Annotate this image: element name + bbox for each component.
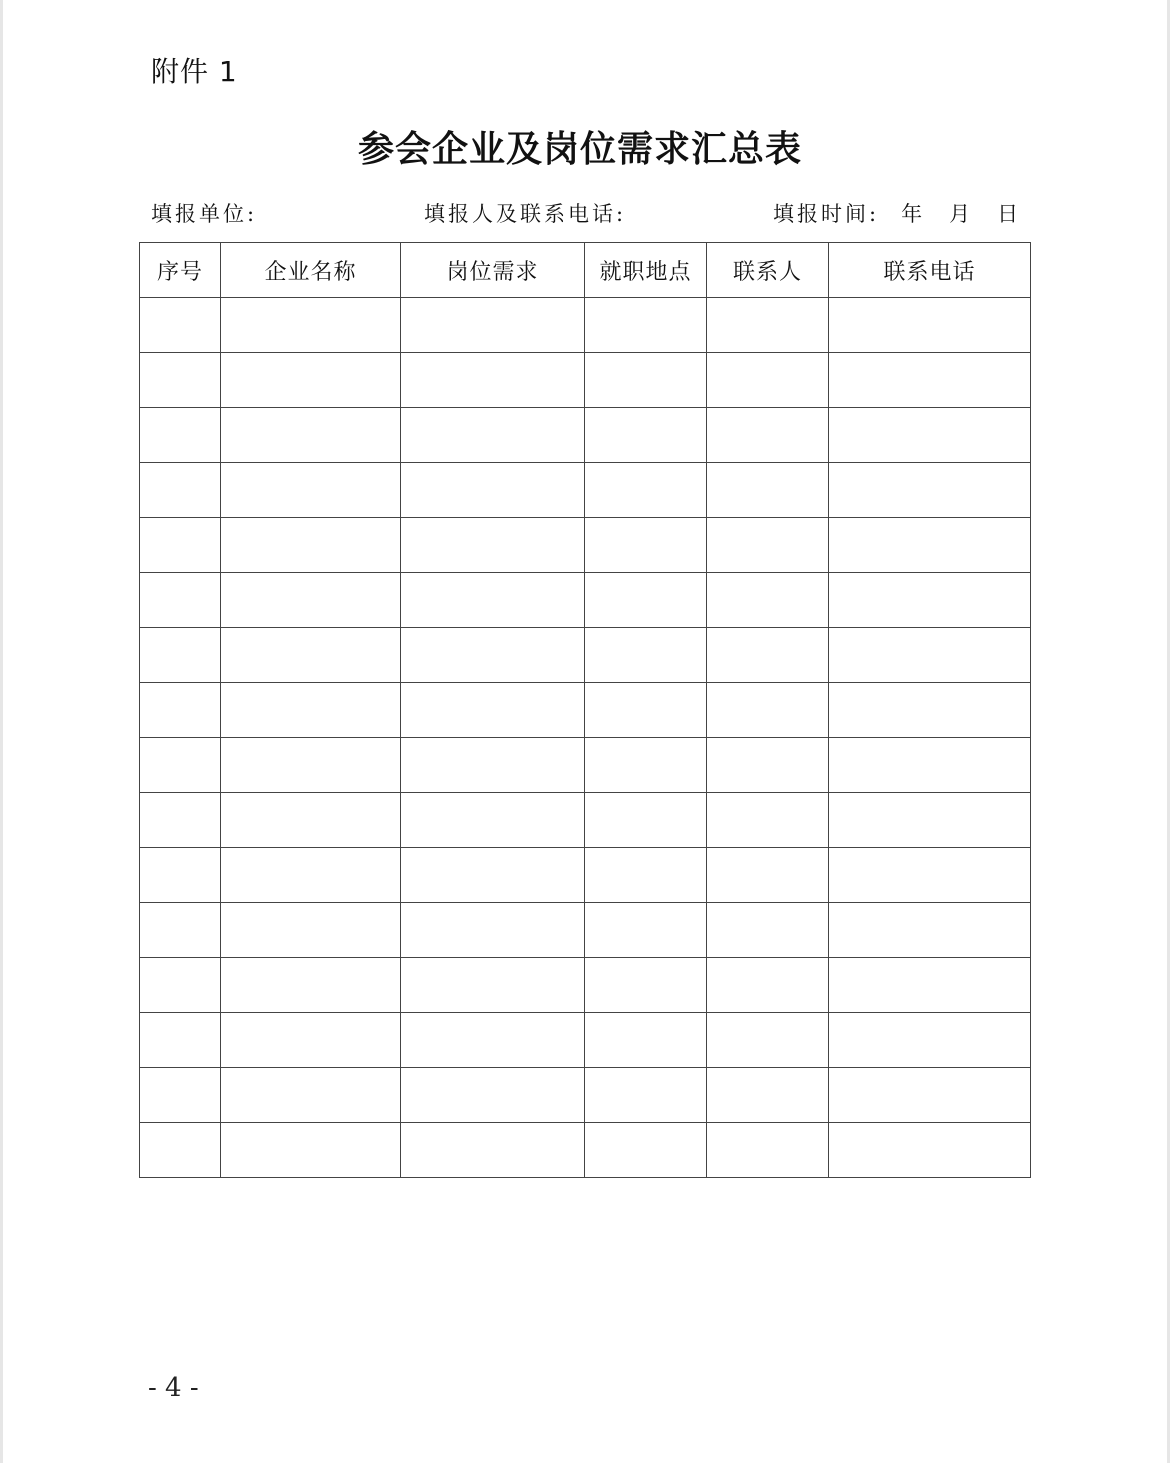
cell-serial-number [140,738,221,793]
page-edge-left [0,0,3,1463]
cell-contact-person [707,738,829,793]
cell-serial-number [140,793,221,848]
table-row [140,518,1031,573]
cell-position-demand [401,903,585,958]
cell-contact-phone [829,793,1031,848]
cell-serial-number [140,298,221,353]
table-row [140,1068,1031,1123]
cell-contact-person [707,463,829,518]
cell-contact-person [707,573,829,628]
table-row [140,848,1031,903]
cell-serial-number [140,1013,221,1068]
cell-work-location [585,298,707,353]
cell-contact-phone [829,1013,1031,1068]
cell-serial-number [140,463,221,518]
cell-serial-number [140,1123,221,1178]
cell-contact-phone [829,738,1031,793]
cell-company-name [221,518,401,573]
cell-contact-person [707,353,829,408]
cell-position-demand [401,463,585,518]
cell-serial-number [140,573,221,628]
cell-company-name [221,353,401,408]
reporting-time-field [773,199,1021,229]
cell-position-demand [401,793,585,848]
cell-serial-number [140,353,221,408]
cell-company-name [221,1013,401,1068]
table-header-row [140,243,1031,298]
summary-table [139,242,1031,1178]
table-body [140,298,1031,1178]
date-month-label: 月 [949,202,974,226]
cell-work-location [585,738,707,793]
cell-serial-number [140,628,221,683]
cell-company-name [221,628,401,683]
cell-company-name [221,1068,401,1123]
cell-contact-phone [829,463,1031,518]
table-row [140,353,1031,408]
header-company-name: 企业名称 [221,243,401,298]
cell-work-location [585,408,707,463]
cell-work-location [585,683,707,738]
cell-serial-number [140,408,221,463]
cell-work-location [585,1123,707,1178]
cell-company-name [221,848,401,903]
cell-work-location [585,463,707,518]
reporting-unit-label: 填报单位: [151,202,258,226]
cell-work-location [585,573,707,628]
header-serial-number: 序号 [140,243,221,298]
header-work-location: 就职地点 [585,243,707,298]
header-position-demand: 岗位需求 [401,243,585,298]
cell-position-demand [401,408,585,463]
cell-position-demand [401,298,585,353]
cell-contact-phone [829,958,1031,1013]
cell-company-name [221,573,401,628]
reporting-time-label: 填报时间: [773,202,880,226]
cell-contact-person [707,903,829,958]
cell-serial-number [140,903,221,958]
cell-work-location [585,793,707,848]
cell-contact-phone [829,408,1031,463]
cell-serial-number [140,683,221,738]
cell-contact-phone [829,628,1031,683]
cell-company-name [221,793,401,848]
cell-company-name [221,408,401,463]
cell-contact-phone [829,518,1031,573]
table-row [140,573,1031,628]
cell-company-name [221,958,401,1013]
cell-position-demand [401,683,585,738]
cell-contact-phone [829,1123,1031,1178]
cell-position-demand [401,573,585,628]
cell-contact-person [707,518,829,573]
cell-contact-person [707,1068,829,1123]
cell-position-demand [401,848,585,903]
cell-position-demand [401,1013,585,1068]
table-row [140,463,1031,518]
header-contact-person: 联系人 [707,243,829,298]
cell-work-location [585,903,707,958]
cell-serial-number [140,518,221,573]
table-row [140,958,1031,1013]
cell-work-location [585,1013,707,1068]
attachment-label: 附件 1 [151,55,238,88]
cell-contact-person [707,298,829,353]
cell-contact-phone [829,573,1031,628]
cell-contact-person [707,628,829,683]
table-row [140,793,1031,848]
cell-work-location [585,958,707,1013]
cell-work-location [585,353,707,408]
cell-contact-phone [829,683,1031,738]
cell-contact-person [707,958,829,1013]
cell-position-demand [401,1123,585,1178]
table-row [140,408,1031,463]
table-row [140,683,1031,738]
cell-company-name [221,1123,401,1178]
cell-contact-phone [829,298,1031,353]
cell-company-name [221,463,401,518]
table-row [140,738,1031,793]
cell-contact-person [707,683,829,738]
cell-company-name [221,683,401,738]
cell-contact-phone [829,1068,1031,1123]
cell-contact-person [707,1013,829,1068]
cell-contact-person [707,848,829,903]
table-row [140,298,1031,353]
cell-work-location [585,628,707,683]
table-row [140,1013,1031,1068]
cell-work-location [585,848,707,903]
document-title: 参会企业及岗位需求汇总表 [357,128,802,170]
cell-company-name [221,903,401,958]
cell-position-demand [401,1068,585,1123]
reporter-contact-label: 填报人及联系电话: [424,202,627,226]
table-row [140,1123,1031,1178]
cell-work-location [585,518,707,573]
cell-work-location [585,1068,707,1123]
header-contact-phone: 联系电话 [829,243,1031,298]
cell-contact-phone [829,353,1031,408]
cell-serial-number [140,958,221,1013]
date-day-label: 日 [997,202,1022,226]
cell-contact-phone [829,903,1031,958]
cell-company-name [221,738,401,793]
cell-contact-phone [829,848,1031,903]
table-row [140,628,1031,683]
cell-position-demand [401,628,585,683]
cell-position-demand [401,518,585,573]
cell-position-demand [401,738,585,793]
cell-company-name [221,298,401,353]
cell-contact-person [707,408,829,463]
page-number: - 4 - [148,1373,199,1403]
cell-position-demand [401,958,585,1013]
cell-contact-person [707,793,829,848]
cell-position-demand [401,353,585,408]
table-row [140,903,1031,958]
cell-serial-number [140,848,221,903]
date-year-label: 年 [901,202,926,226]
cell-serial-number [140,1068,221,1123]
cell-contact-person [707,1123,829,1178]
